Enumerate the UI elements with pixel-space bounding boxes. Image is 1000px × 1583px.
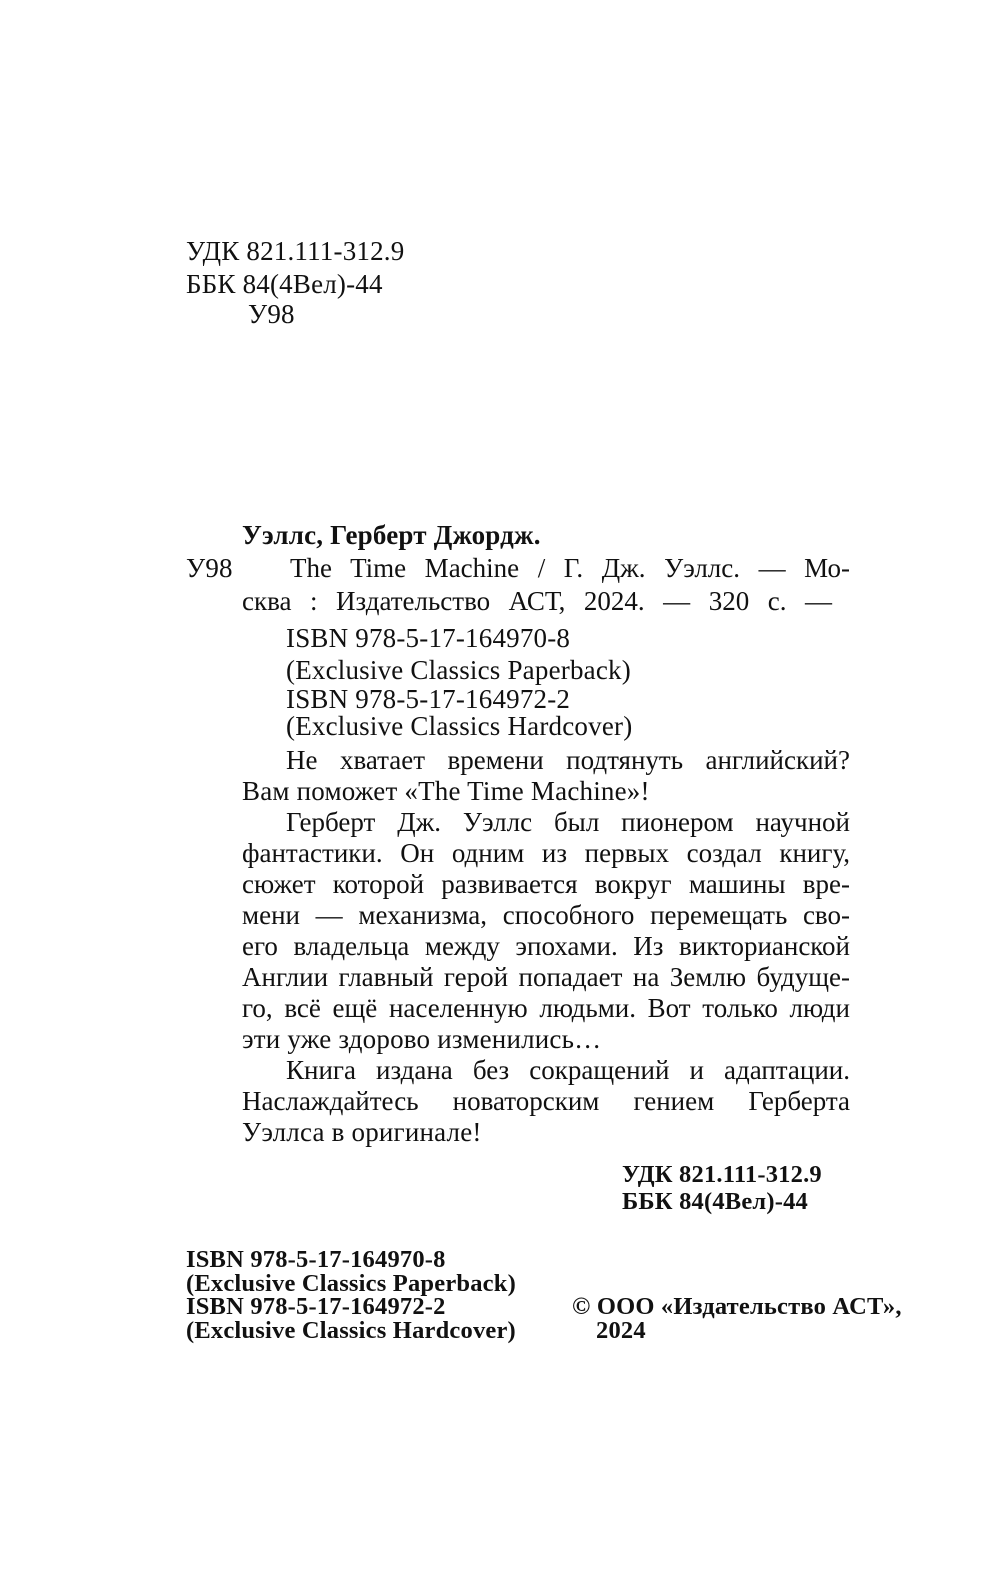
annotation-line: сюжет которой развивается вокруг машины вре- bbox=[242, 869, 850, 899]
title-line-1: The Time Machine / Г. Дж. Уэллс. — Мо- bbox=[290, 553, 850, 583]
annotation-line: Вам поможет «The Time Machine»! bbox=[242, 776, 650, 806]
imprint-isbn-hardcover: ISBN 978-5-17-164972-2 bbox=[186, 1293, 446, 1320]
edition-hardcover: (Exclusive Classics Hardcover) bbox=[286, 711, 633, 741]
title-line-2: сква : Издательство АСТ, 2024. — 320 с. — bbox=[242, 586, 832, 616]
annotation-line: его владельца между эпохами. Из викторианской bbox=[242, 931, 850, 961]
edition-paperback: (Exclusive Classics Paperback) bbox=[286, 655, 631, 685]
annotation-line: эти уже здорово изменились… bbox=[242, 1024, 602, 1054]
annotation-line: Не хватает времени подтянуть английский? bbox=[286, 745, 850, 775]
imprint-edition-hardcover: (Exclusive Classics Hardcover) bbox=[186, 1317, 516, 1344]
copyright-year: 2024 bbox=[596, 1317, 646, 1344]
annotation-line: Англии главный герой попадает на Землю будуще- bbox=[242, 962, 850, 992]
author-mark: У98 bbox=[186, 553, 233, 583]
annotation-line: Наслаждайтесь новаторским гением Герберта bbox=[242, 1086, 850, 1116]
annotation-line: фантастики. Он одним из первых создал книгу, bbox=[242, 838, 850, 868]
annotation-line: Уэллса в оригинале! bbox=[242, 1117, 482, 1147]
author-mark-top: У98 bbox=[248, 299, 295, 329]
author-heading: Уэллс, Герберт Джордж. bbox=[242, 520, 541, 550]
bbk-code-bottom: ББК 84(4Вел)-44 bbox=[622, 1188, 808, 1215]
annotation-line: го, всё ещё населенную людьми. Вот только люди bbox=[242, 993, 850, 1023]
imprint-edition-paperback: (Exclusive Classics Paperback) bbox=[186, 1270, 516, 1297]
isbn-hardcover: ISBN 978-5-17-164972-2 bbox=[286, 684, 571, 714]
udk-code-bottom: УДК 821.111-312.9 bbox=[622, 1161, 822, 1188]
annotation-line: Книга издана без сокращений и адаптации. bbox=[286, 1055, 850, 1085]
annotation-line: мени — механизма, способного перемещать сво- bbox=[242, 900, 850, 930]
isbn-paperback: ISBN 978-5-17-164970-8 bbox=[286, 623, 571, 653]
copyright-line: © ООО «Издательство АСТ», bbox=[572, 1293, 902, 1320]
bbk-code-top: ББК 84(4Вел)-44 bbox=[186, 269, 383, 299]
udk-code-top: УДК 821.111-312.9 bbox=[186, 236, 405, 266]
imprint-isbn-paperback: ISBN 978-5-17-164970-8 bbox=[186, 1246, 446, 1273]
annotation-line: Герберт Дж. Уэллс был пионером научной bbox=[286, 807, 850, 837]
